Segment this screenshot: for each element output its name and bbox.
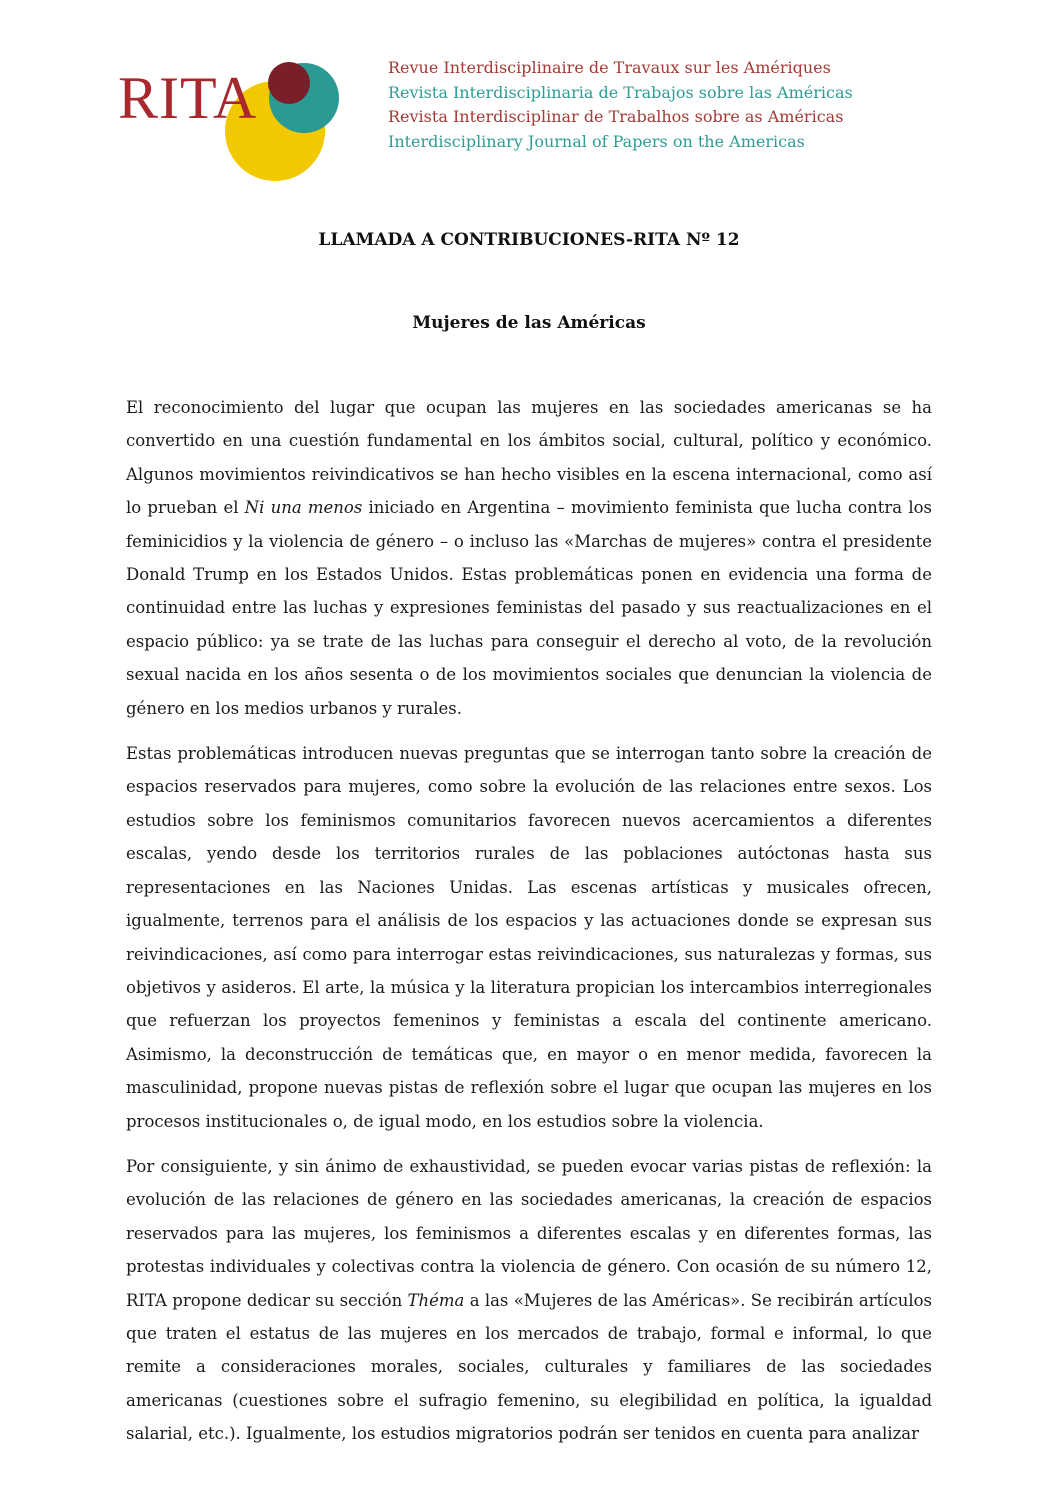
journal-names [388, 56, 853, 154]
paragraph-1-part-b: iniciado en Argentina – movimiento feminista que lucha contra los feminicidios y la violencia de género – o incluso las «Marchas de mujeres» contra el presidente Donald Trump en los Estados Unidos. Estas problemáticas ponen en evidencia una forma de continuidad entre las luchas y expresiones feministas del pasado y sus reactualizaciones en el espacio público: ya se trate de las luchas para conseguir el derecho al voto, de la revolución sexual nacida en los años sesenta o de los movimientos sociales que denuncian la violencia de género en los medios urbanos y rurales. [126, 498, 932, 718]
journal-name-pt: Revista Interdisciplinar de Trabalhos sobre as Américas [388, 107, 844, 126]
logo-text: RITA [118, 65, 258, 131]
paragraph-1-part-a: El reconocimiento del lugar que ocupan las mujeres en las sociedades americanas se ha convertido en una cuestión fundamental en los ámbitos social, cultural, político y económico. Algunos movimientos reivindicativos se han hecho visibles en la escena internacional, como así lo prueban el [126, 398, 932, 518]
theme-title: Mujeres de las Américas [412, 313, 646, 333]
paragraph-3-part-a: Por consiguiente, y sin ánimo de exhaustividad, se pueden evocar varias pistas de reflexión: la evolución de las relaciones de género en las sociedades americanas, la creación de espacios reservados para las mujeres, los feminismos a diferentes escalas y en diferentes formas, las protestas individuales y colectivas contra la violencia de género. Con ocasión de su número 12, RITA propone dedicar su sección [126, 1156, 932, 1310]
paragraph-2: Estas problemáticas introducen nuevas preguntas que se interrogan tanto sobre la creación de espacios reservados para mujeres, como sobre la evolución de las relaciones entre sexos. Los estudios sobre los feminismos comunitarios favorecen nuevos acercamientos a diferentes escalas, yendo desde los territorios rurales de las poblaciones autóctonas hasta sus representaciones en las Naciones Unidas. Las escenas artísticas y musicales ofrecen, igualmente, terrenos para el análisis de los espacios y las actuaciones donde se expresan sus reivindicaciones, así como para interrogar estas reivindicaciones, sus naturalezas y formas, sus objetivos y asideros. El arte, la música y la literatura propician los intercambios interregionales que refuerzan los proyectos femeninos y feministas a escala del continente americano. Asimismo, la deconstrucción de temáticas que, en mayor o en menor medida, favorecen la masculinidad, propone nuevas pistas de reflexión sobre el lugar que ocupan las mujeres en los procesos institucionales o, de igual modo, en los estudios sobre la violencia. [126, 744, 932, 1131]
call-title: LLAMADA A CONTRIBUCIONES-RITA Nº 12 [318, 230, 740, 250]
journal-name-es: Revista Interdisciplinaria de Trabajos sobre las Américas [388, 82, 853, 102]
rita-logo [118, 40, 350, 182]
logo-maroon-circle [268, 62, 310, 104]
rita-logo-graphic [118, 40, 350, 182]
paragraph-1 [126, 391, 932, 725]
paragraph-3 [126, 1150, 932, 1451]
journal-name-fr: Revue Interdisciplinaire de Travaux sur les Amériques [388, 58, 831, 77]
body-text [126, 391, 932, 1463]
paragraph-3-part-b: a las «Mujeres de las Américas». Se recibirán artículos que traten el estatus de las mujeres en los mercados de trabajo, formal e informal, lo que remite a consideraciones morales, sociales, culturales y familiares de las sociedades americanas (cuestiones sobre el sufragio femenino, su elegibilidad en política, la igualdad salarial, etc.). Igualmente, los estudios migratorios podrán ser tenidos en cuenta para analizar [126, 1290, 932, 1444]
journal-name-en: Interdisciplinary Journal of Papers on the Americas [388, 131, 805, 151]
paragraph-3-emphasis: Théma [407, 1290, 465, 1310]
paragraph-1-emphasis: Ni una menos [244, 498, 363, 518]
